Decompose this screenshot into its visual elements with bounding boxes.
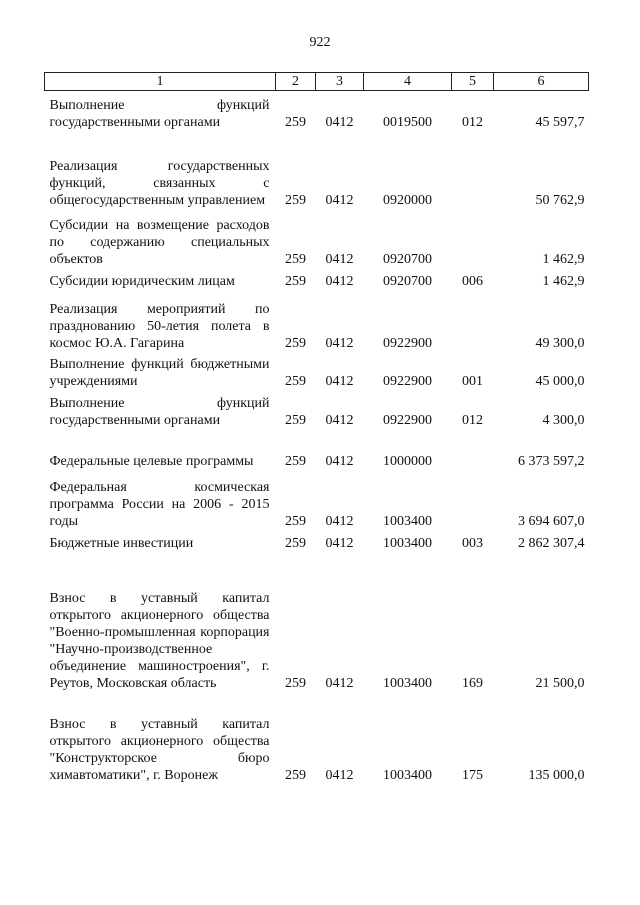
row-code-1: 259 (285, 767, 306, 783)
row-code-4: 012 (462, 114, 483, 130)
row-name: Реализация государственных функций, связанных с общегосударственным управлением (49, 158, 270, 208)
row-name: Взнос в уставный капитал открытого акционерного общества "Военно-промышленная корпорация "Научно-производственное объединение машиностроения", г. Реутов, Московская область (49, 590, 270, 691)
row-amount: 21 500,0 (535, 675, 585, 691)
row-name: Федеральная космическая программа России на 2006 - 2015 годы (49, 479, 270, 529)
row-name: Бюджетные инвестиции (49, 535, 194, 551)
row-amount: 4 300,0 (542, 412, 585, 428)
row-code-1: 259 (285, 535, 306, 551)
row-code-3: 0920700 (383, 273, 432, 289)
table-row (45, 552, 589, 692)
header-col-6: 6 (494, 73, 589, 91)
page-number: 922 (309, 35, 331, 50)
row-code-1: 259 (285, 192, 306, 208)
row-code-2: 0412 (325, 675, 354, 691)
row-code-3: 1003400 (383, 535, 432, 551)
table-row (45, 131, 589, 209)
row-code-2: 0412 (325, 453, 354, 469)
row-name: Выполнение функций государственными органами (49, 395, 270, 428)
row-code-1: 259 (285, 373, 306, 389)
header-col-5: 5 (452, 73, 494, 91)
table-row (45, 290, 589, 352)
row-name: Субсидии юридическим лицам (49, 273, 235, 289)
row-code-3: 0922900 (383, 412, 432, 428)
row-code-2: 0412 (325, 412, 354, 428)
row-code-4: 169 (462, 675, 483, 691)
table-row (45, 530, 589, 552)
row-amount: 50 762,9 (535, 192, 585, 208)
row-code-3: 1003400 (383, 675, 432, 691)
row-code-4: 003 (462, 535, 483, 551)
table-row (45, 91, 589, 131)
row-code-2: 0412 (325, 114, 354, 130)
row-amount: 1 462,9 (542, 273, 585, 289)
table-row (45, 429, 589, 470)
row-name: Субсидии на возмещение расходов по содержанию специальных объектов (49, 217, 270, 267)
row-name: Реализация мероприятий по празднованию 50-летия полета в космос Ю.А. Гагарина (49, 301, 270, 351)
row-code-4: 006 (462, 273, 483, 289)
table-row (45, 268, 589, 290)
row-amount: 135 000,0 (528, 767, 585, 783)
row-name: Выполнение функций бюджетными учреждениями (49, 356, 270, 389)
row-amount: 6 373 597,2 (518, 453, 585, 469)
row-code-3: 0920000 (383, 192, 432, 208)
row-code-2: 0412 (325, 767, 354, 783)
row-code-4: 175 (462, 767, 483, 783)
row-code-3: 0922900 (383, 335, 432, 351)
row-name: Взнос в уставный капитал открытого акционерного общества "Конструкторское бюро химавтоматики", г. Воронеж (49, 716, 270, 783)
table-row (45, 692, 589, 784)
header-col-3: 3 (316, 73, 364, 91)
row-amount: 49 300,0 (535, 335, 585, 351)
row-code-2: 0412 (325, 273, 354, 289)
budget-table (44, 72, 589, 784)
row-code-1: 259 (285, 412, 306, 428)
row-code-3: 1000000 (383, 453, 432, 469)
row-code-3: 1003400 (383, 767, 432, 783)
row-code-2: 0412 (325, 373, 354, 389)
row-code-4: 012 (462, 412, 483, 428)
row-code-3: 0019500 (383, 114, 432, 130)
table-row (45, 352, 589, 390)
table-row (45, 470, 589, 530)
row-code-3: 0922900 (383, 373, 432, 389)
row-code-2: 0412 (325, 513, 354, 529)
row-code-4 (452, 290, 494, 352)
row-code-1: 259 (285, 513, 306, 529)
table-row (45, 390, 589, 429)
row-amount: 45 000,0 (535, 373, 585, 389)
row-amount: 2 862 307,4 (518, 535, 585, 551)
row-code-4 (452, 131, 494, 209)
row-code-1: 259 (285, 675, 306, 691)
row-name: Федеральные целевые программы (49, 453, 254, 469)
row-code-2: 0412 (325, 251, 354, 267)
header-col-4: 4 (364, 73, 452, 91)
row-code-1: 259 (285, 335, 306, 351)
row-code-3: 1003400 (383, 513, 432, 529)
row-code-2: 0412 (325, 335, 354, 351)
row-code-2: 0412 (325, 192, 354, 208)
row-name: Выполнение функций государственными органами (49, 97, 270, 130)
row-code-1: 259 (285, 251, 306, 267)
row-code-4 (452, 209, 494, 268)
row-code-1: 259 (285, 273, 306, 289)
row-code-1: 259 (285, 114, 306, 130)
row-amount: 3 694 607,0 (518, 513, 585, 529)
row-code-3: 0920700 (383, 251, 432, 267)
row-amount: 1 462,9 (542, 251, 585, 267)
table-row (45, 209, 589, 268)
table-header-row (45, 73, 589, 91)
row-amount: 45 597,7 (535, 114, 585, 130)
row-code-4 (452, 429, 494, 470)
row-code-1: 259 (285, 453, 306, 469)
header-col-2: 2 (276, 73, 316, 91)
header-col-1: 1 (45, 73, 276, 91)
row-code-2: 0412 (325, 535, 354, 551)
row-code-4: 001 (462, 373, 483, 389)
row-code-4 (452, 470, 494, 530)
